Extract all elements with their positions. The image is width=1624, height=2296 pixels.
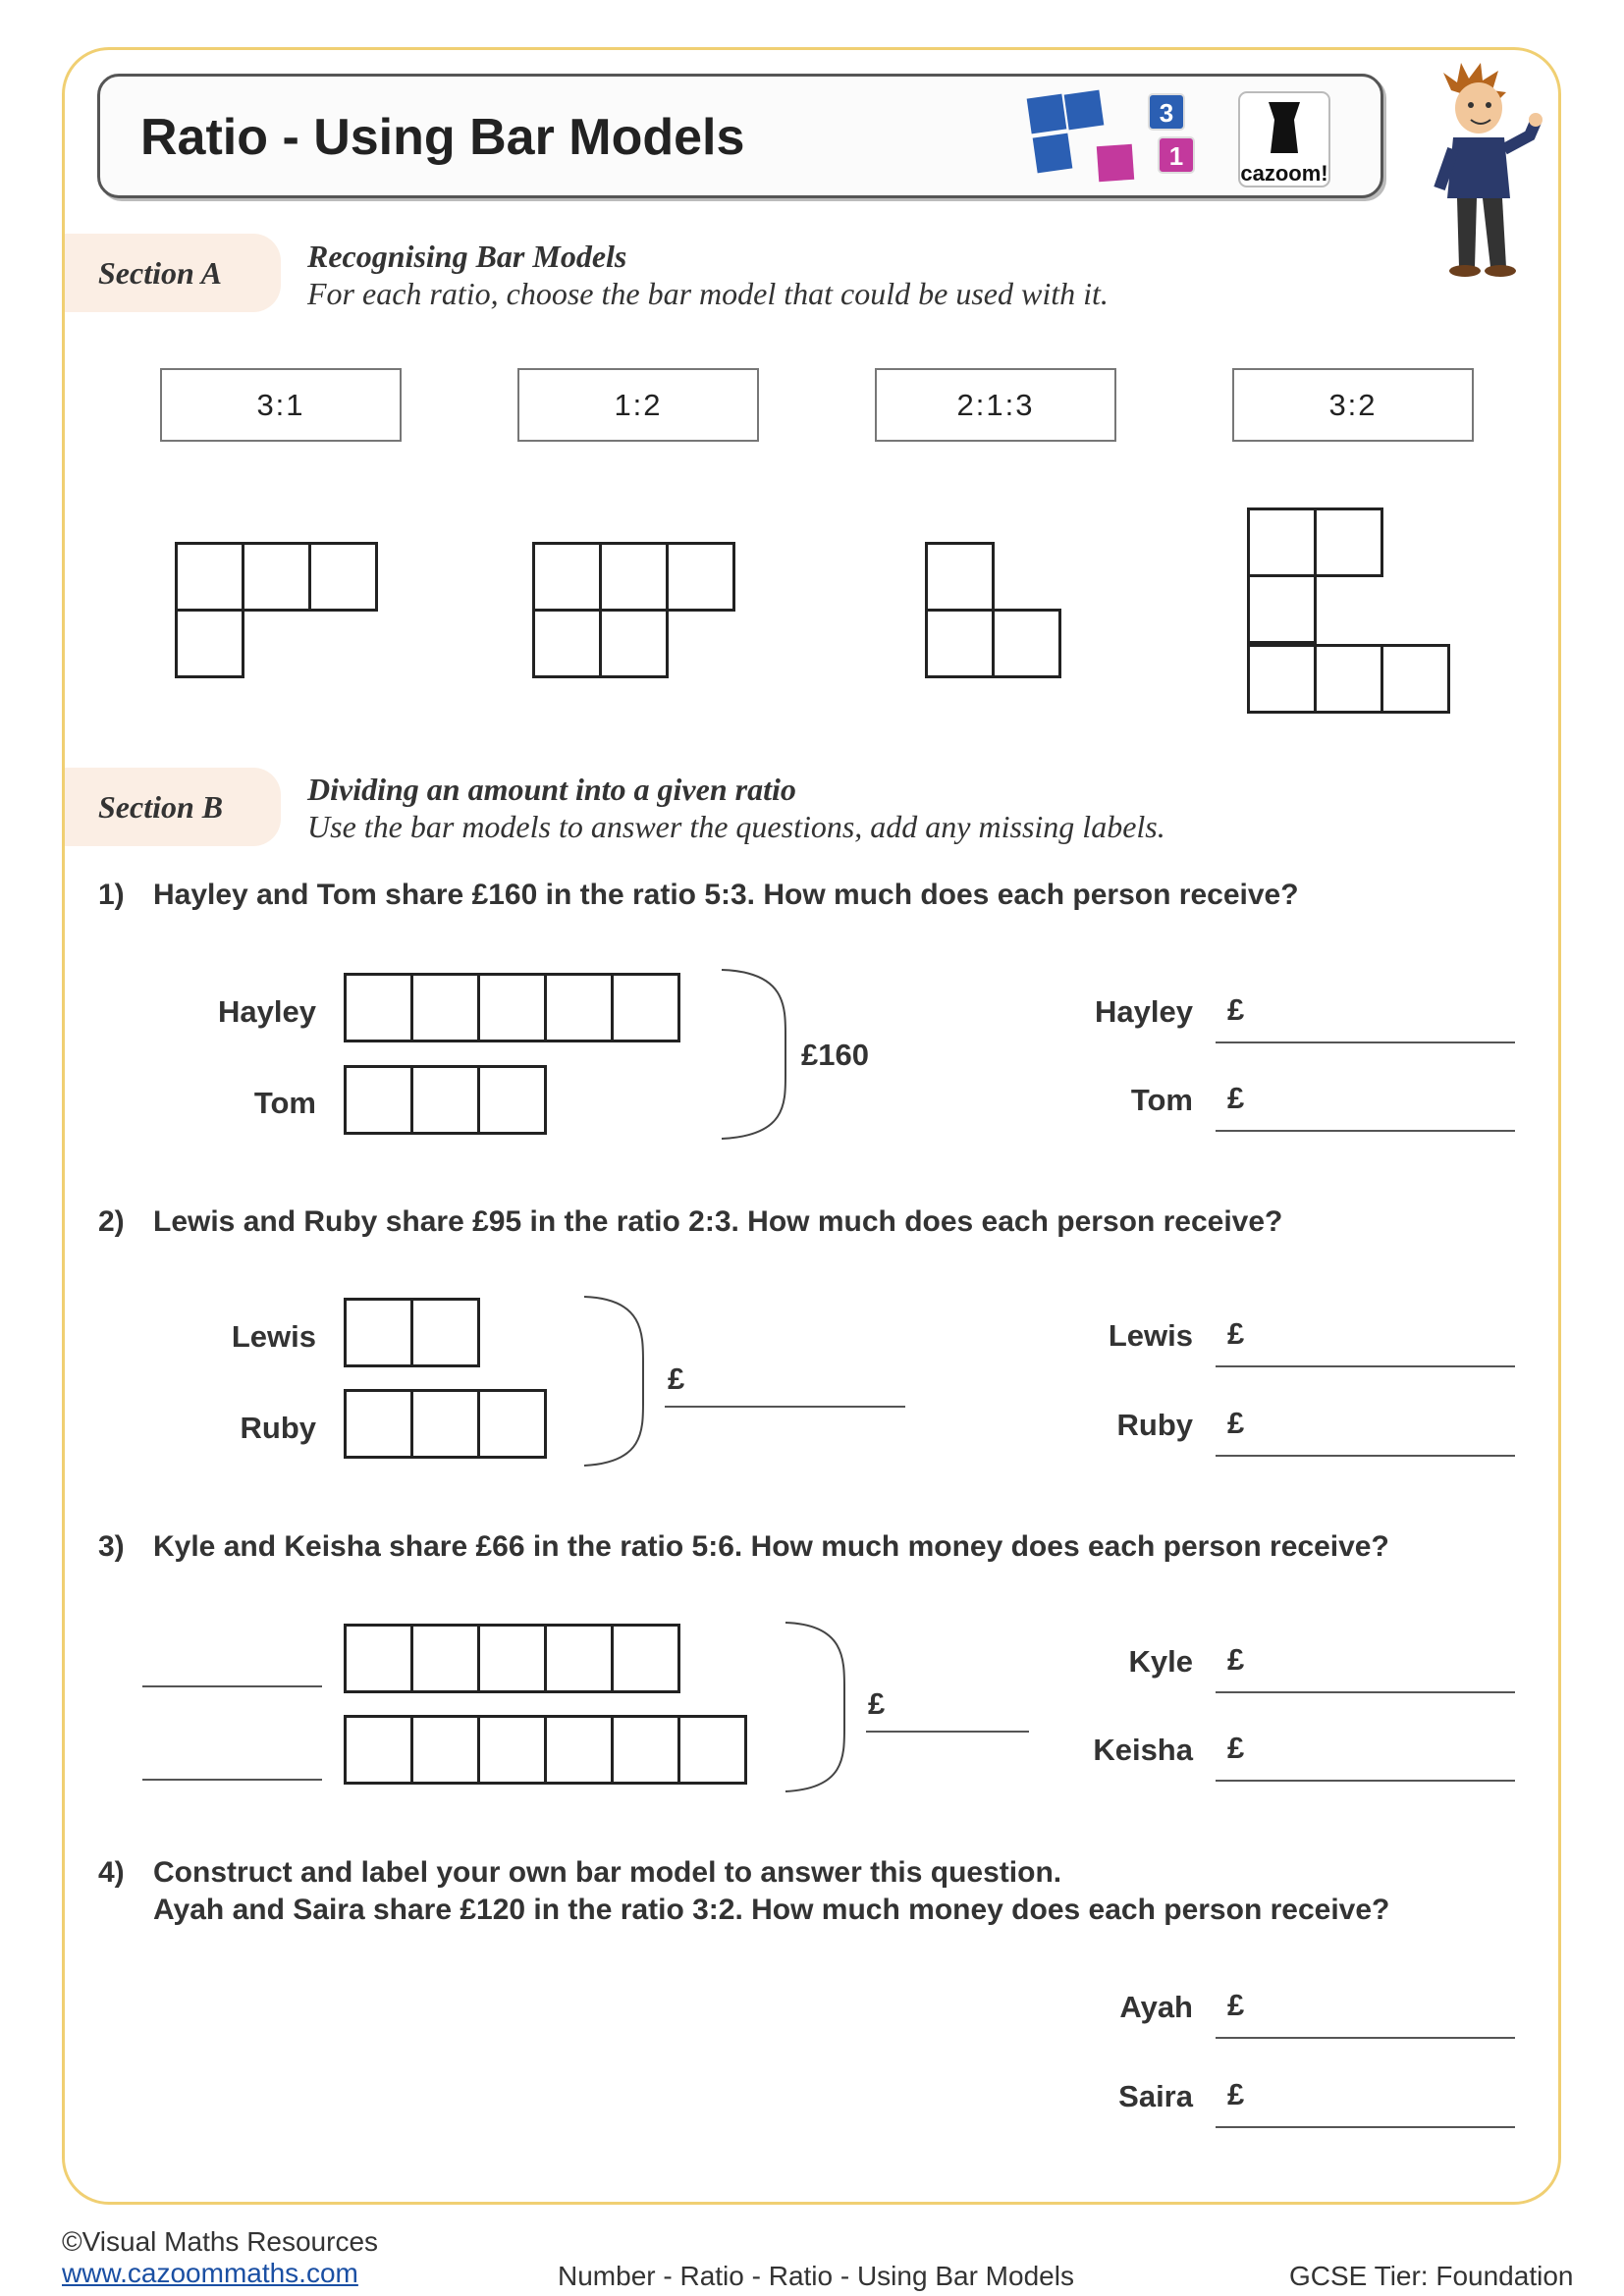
page-title: Ratio - Using Bar Models — [140, 109, 745, 166]
q2-answer-line-ruby[interactable] — [1216, 1455, 1515, 1457]
cazoom-logo — [1021, 86, 1375, 194]
q1-bar-hayley — [344, 973, 677, 1042]
q4-answer-line-ayah[interactable] — [1216, 2037, 1515, 2039]
question-4-text-line-2: Ayah and Saira share £120 in the ratio 3:2. How much money does each person receive? — [153, 1894, 1390, 1926]
section-a-instruction: For each ratio, choose the bar model that could be used with it. — [307, 276, 1109, 311]
q1-total: £160 — [801, 1038, 869, 1072]
q3-bar-kyle — [344, 1624, 677, 1693]
q1-answer-line-tom[interactable] — [1216, 1130, 1515, 1132]
q2-answer-label-ruby: Ruby — [1116, 1408, 1193, 1442]
q4-answer-pound-saira: £ — [1227, 2077, 1245, 2111]
q2-brace — [579, 1294, 658, 1470]
q2-bar-label-lewis: Lewis — [231, 1319, 316, 1354]
q3-answer-line-kyle[interactable] — [1216, 1691, 1515, 1693]
footer-copyright: ©Visual Maths Resources — [62, 2226, 379, 2257]
mascot-illustration — [1414, 61, 1542, 287]
ratio-box-4: 3:2 — [1232, 368, 1474, 442]
q1-answer-pound-tom: £ — [1227, 1081, 1245, 1115]
q1-brace — [717, 967, 795, 1144]
logo-tile-3: 3 — [1159, 98, 1174, 128]
q2-bar-label-ruby: Ruby — [240, 1411, 316, 1445]
section-a-heading: Recognising Bar Models — [307, 239, 627, 274]
q3-bar-label-line-2[interactable] — [142, 1779, 322, 1781]
question-3-number: 3) — [98, 1530, 125, 1563]
q3-total: £ — [868, 1686, 886, 1721]
q4-answer-line-saira[interactable] — [1216, 2126, 1515, 2128]
section-a-tab: Section A — [65, 234, 281, 312]
q2-answer-label-lewis: Lewis — [1108, 1318, 1193, 1353]
question-1-number: 1) — [98, 879, 125, 911]
question-4-text-line-1: Construct and label your own bar model to answer this question. — [153, 1856, 1062, 1889]
q2-bar-ruby — [344, 1389, 544, 1459]
question-1-text: Hayley and Tom share £160 in the ratio 5:3. How much does each person receive? — [153, 879, 1299, 911]
section-b-tab: Section B — [65, 768, 281, 846]
question-4-number: 4) — [98, 1856, 125, 1889]
section-b-instruction: Use the bar models to answer the questions, add any missing labels. — [307, 809, 1165, 844]
q2-answer-pound-ruby: £ — [1227, 1406, 1245, 1440]
footer-topic: Number - Ratio - Ratio - Using Bar Models — [558, 2261, 1074, 2291]
question-2-text: Lewis and Ruby share £95 in the ratio 2:3. How much does each person receive? — [153, 1205, 1283, 1238]
q1-answer-pound-hayley: £ — [1227, 992, 1245, 1027]
q3-answer-label-keisha: Keisha — [1093, 1733, 1193, 1767]
q1-bar-tom — [344, 1065, 544, 1135]
q3-answer-label-kyle: Kyle — [1128, 1644, 1193, 1679]
q2-answer-pound-lewis: £ — [1227, 1316, 1245, 1351]
ratio-box-1: 3:1 — [160, 368, 402, 442]
q3-answer-pound-kyle: £ — [1227, 1642, 1245, 1677]
question-2-number: 2) — [98, 1205, 125, 1238]
q4-answer-label-saira: Saira — [1118, 2079, 1193, 2113]
q2-answer-line-lewis[interactable] — [1216, 1365, 1515, 1367]
section-b-heading: Dividing an amount into a given ratio — [307, 772, 796, 807]
logo-tile-1: 1 — [1168, 141, 1184, 171]
q1-answer-label-hayley: Hayley — [1095, 994, 1193, 1029]
logo-brand: cazoom! — [1240, 161, 1328, 186]
q2-bar-lewis — [344, 1298, 477, 1367]
q3-bar-keisha — [344, 1715, 744, 1785]
q4-answer-pound-ayah: £ — [1227, 1988, 1245, 2022]
footer-website-link[interactable]: www.cazoommaths.com — [62, 2258, 358, 2288]
q3-answer-pound-keisha: £ — [1227, 1731, 1245, 1765]
q3-brace — [781, 1620, 859, 1796]
q2-total-line[interactable] — [665, 1406, 905, 1408]
question-3-text: Kyle and Keisha share £66 in the ratio 5:6. How much money does each person receive? — [153, 1530, 1389, 1563]
q3-total-line[interactable] — [866, 1731, 1029, 1733]
q2-total: £ — [668, 1362, 685, 1396]
ratio-box-3: 2:1:3 — [875, 368, 1116, 442]
q4-answer-label-ayah: Ayah — [1119, 1990, 1193, 2024]
q1-bar-label-tom: Tom — [253, 1086, 316, 1120]
q1-bar-label-hayley: Hayley — [218, 994, 316, 1029]
footer-tier: GCSE Tier: Foundation — [1289, 2261, 1574, 2291]
q1-answer-line-hayley[interactable] — [1216, 1041, 1515, 1043]
q3-answer-line-keisha[interactable] — [1216, 1780, 1515, 1782]
ratio-box-2: 1:2 — [517, 368, 759, 442]
q1-answer-label-tom: Tom — [1130, 1083, 1193, 1117]
q3-bar-label-line-1[interactable] — [142, 1685, 322, 1687]
